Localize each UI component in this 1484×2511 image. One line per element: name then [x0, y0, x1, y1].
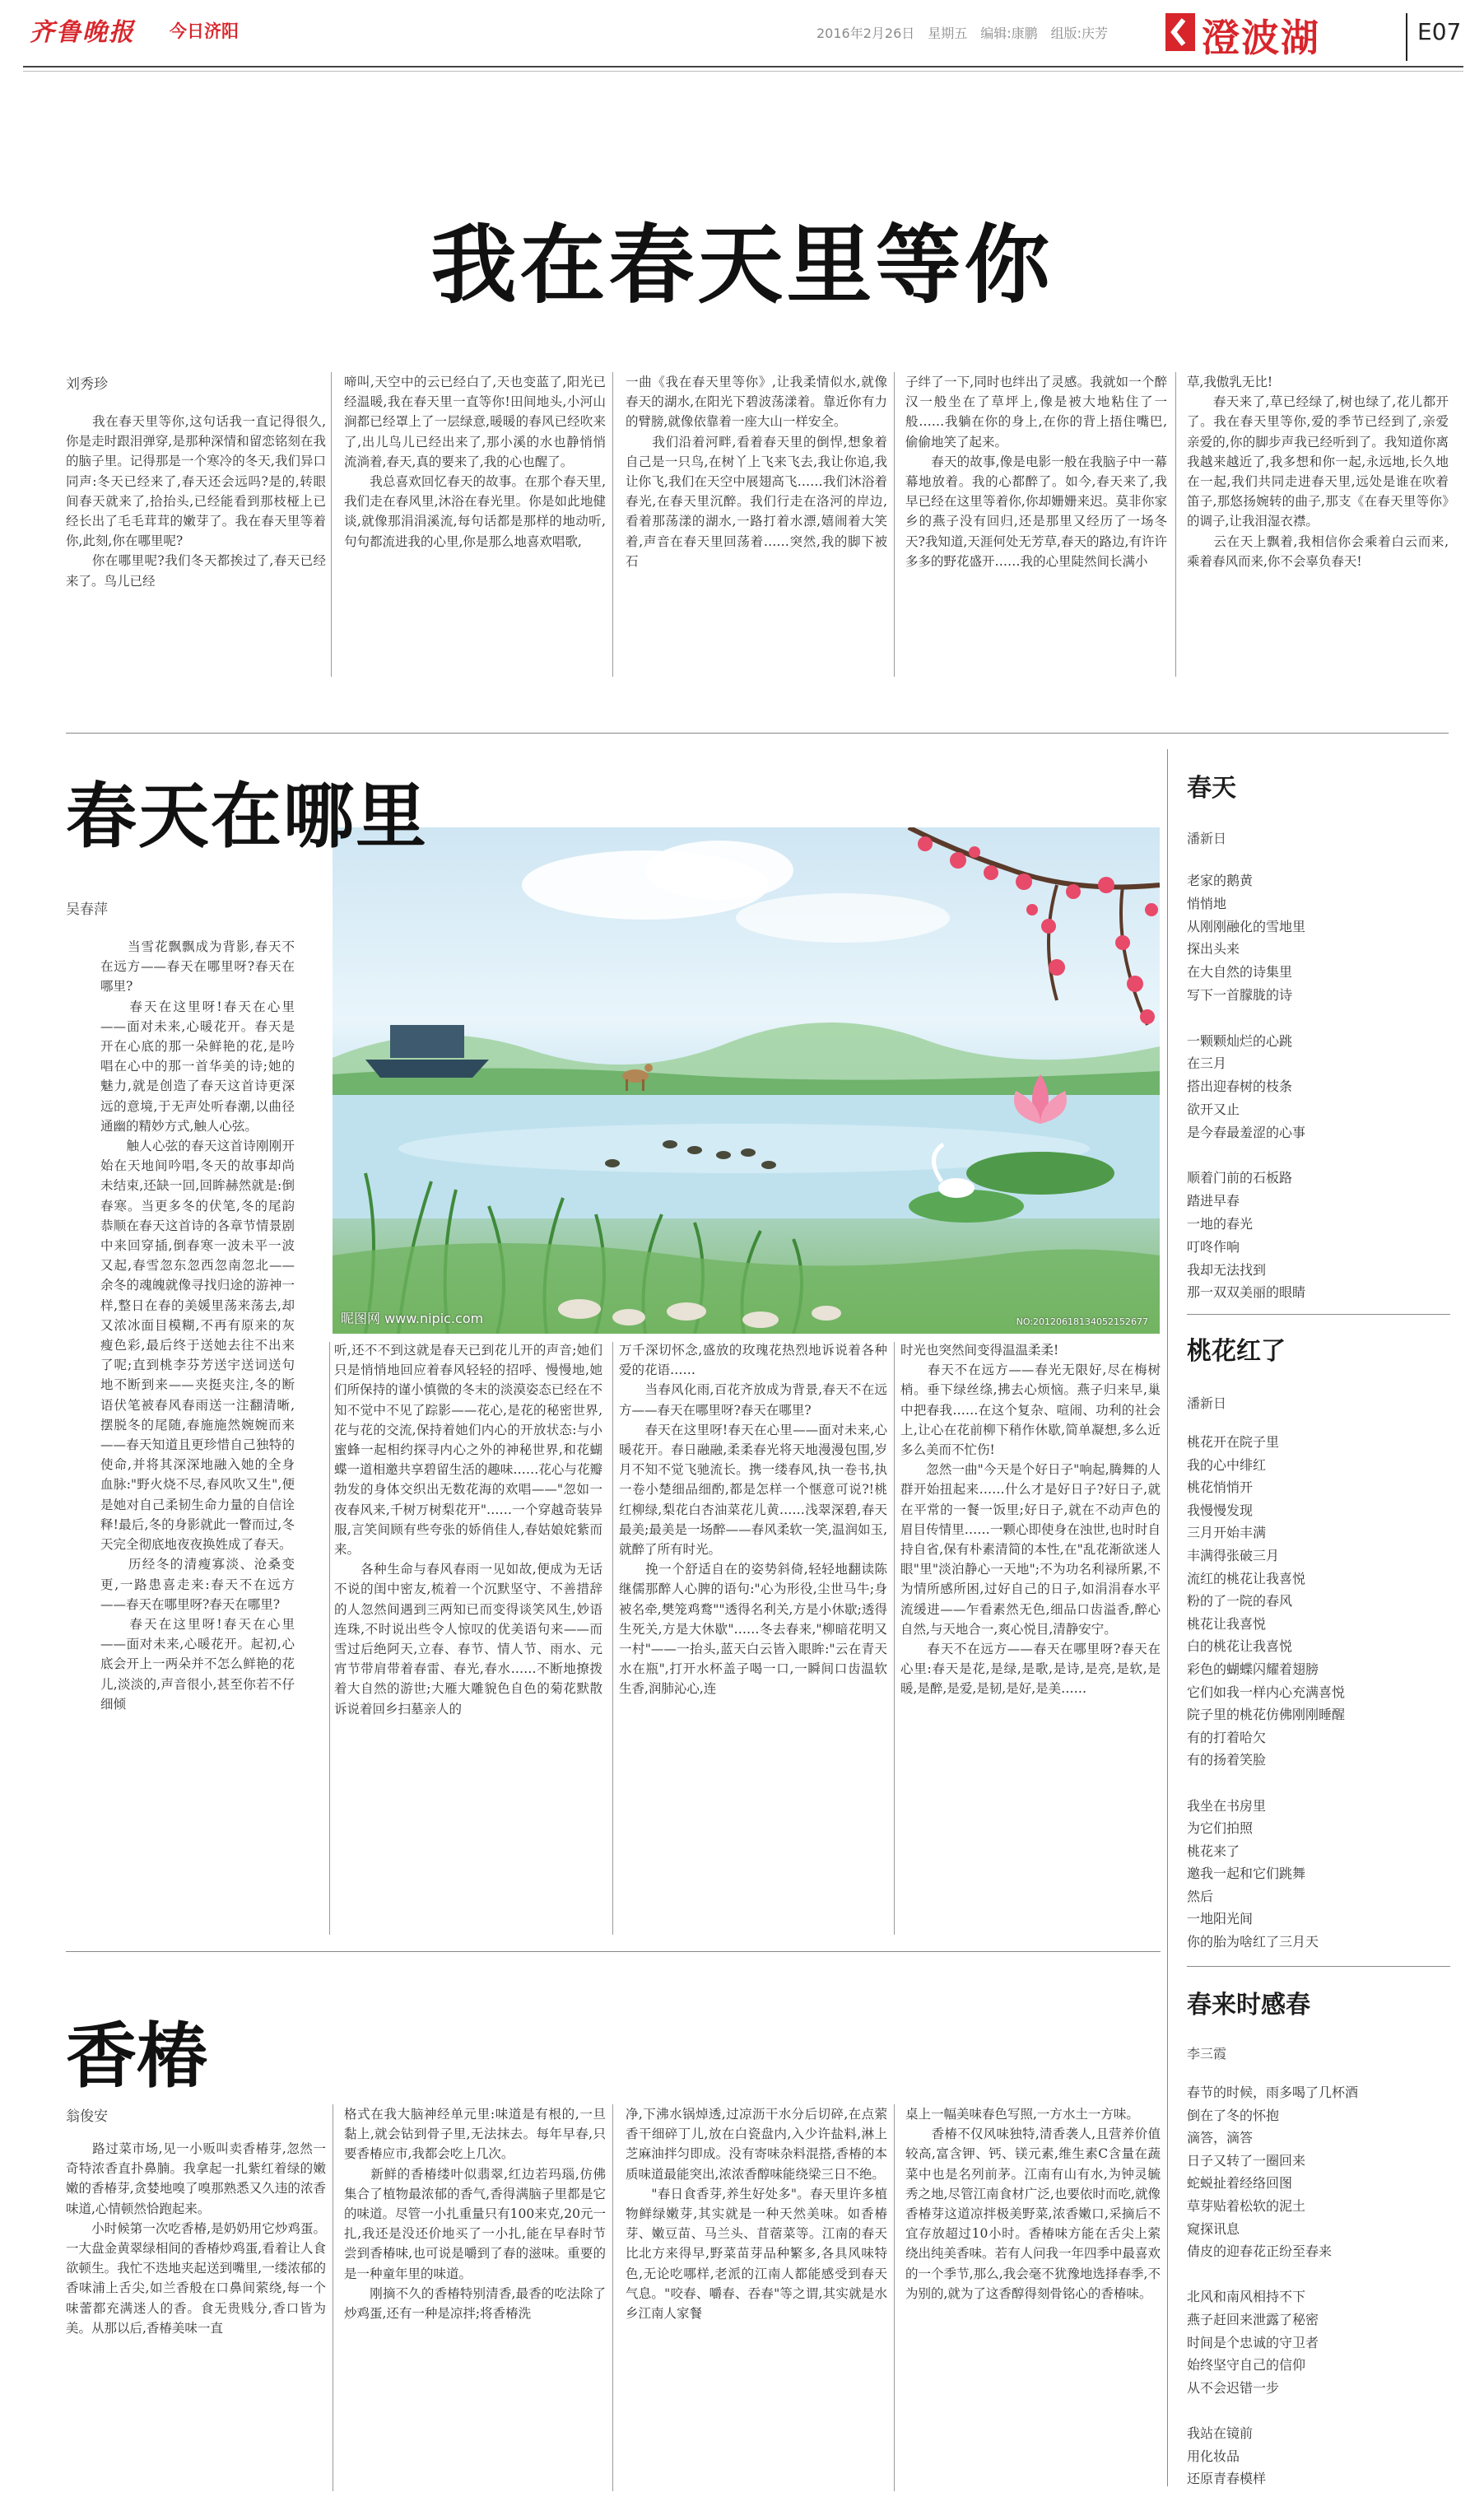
header-rule	[23, 66, 1463, 68]
poem-line: 倩皮的迎春花正纷至春来	[1187, 2243, 1333, 2260]
poem-line: 在三月	[1187, 1055, 1227, 1072]
poem-line: 桃花开在院子里	[1187, 1434, 1280, 1450]
poem-line: 我的心中绯红	[1187, 1456, 1267, 1473]
page-number: E07	[1417, 18, 1462, 45]
image-watermark: 昵图网 www.nipic.com	[341, 1311, 484, 1326]
poem2-author: 潘新日	[1187, 1395, 1227, 1411]
poem-rule-2	[1187, 1966, 1450, 1967]
poem-line: 我慢慢发现	[1187, 1502, 1254, 1518]
poem-line: 倒在了冬的怀抱	[1187, 2107, 1280, 2123]
poem-line: 春节的时候，雨多喝了几杯酒	[1187, 2085, 1359, 2100]
article1-col-2: 啼叫,天空中的云已经白了,天也变蓝了,阳光已经温暖,我在春天里一直等你!田间地头,小河山涧都已经罩上了一层绿意,暖暖的春风已经吹来了,出儿鸟儿已经出来了,那小溪的水也静悄悄流淌着,春天,真的要来了,我的心也醒了。 我总喜欢回忆春天的故事。在那个春天里,我们走在春风里,沐浴在春光里。你是如此地健谈,就像那涓涓溪流,每句话都是那样的地动听,句句都流进我的心里,你是那么地喜欢唱歌,	[344, 375, 606, 549]
image-id: NO:20120618134052152677	[1016, 1316, 1148, 1327]
poem-line: 桃花让我喜悦	[1187, 1615, 1267, 1632]
poem-line: 是今春最羞涩的心事	[1187, 1124, 1306, 1140]
poem-line: 在大自然的诗集里	[1187, 964, 1293, 981]
poem-line: 叮咚作响	[1187, 1238, 1240, 1255]
poem-line: 日子又转了一圈回来	[1187, 2152, 1306, 2169]
poem1-author: 潘新日	[1187, 831, 1227, 846]
article3-divider-2	[612, 2104, 613, 2491]
poem-line: 为它们拍照	[1187, 1820, 1254, 1837]
poem-line: 蛇蜕扯着经络回图	[1187, 2175, 1293, 2192]
issue-meta: 2016年2月26日 星期五 编辑:康鹏 组版:庆芳	[816, 26, 1109, 41]
article1-col-3: 一曲《我在春天里等你》,让我柔情似水,就像春天的湖水,在阳光下碧波荡漾着。靠近你有力的臂膀,就像依靠着一座大山一样安全。 我们沿着河畔,看着春天里的倒悍,想象着自己是一只鸟,在树丫上飞来飞去,我让你追,我让你飞,我们在天空中展翅高飞……我们沐浴着春光,在春天里沉醉。我们行走在洛河的岸边,看着那荡漾的湖水,一路打着水漂,嬉闹着大笑着,声音在春天里回荡着……突然,我的脚下被石	[626, 375, 887, 569]
spring-lake-illustration	[333, 827, 1160, 1334]
poem-rule-1	[1187, 1314, 1450, 1315]
poem-line: 从刚刚融化的雪地里	[1187, 918, 1306, 934]
article2-col-3: 万千深切怀念,盛放的玫瑰花热烈地诉说着各种爱的花语…… 当春风化雨,百花齐放成为背景,春天不在远方——春天在哪里呀?春天在哪里? 春天在这里呀!春天在心里——面对未来,心暖花开。春日融融,柔柔春光将天地漫漫包围,岁月不知不觉飞驰流长。携一缕春风,执一卷书,执一卷小楚细品细酌,都是怎样一个惬意可说?!桃红柳绿,梨花白杏油菜花儿黄……浅翠深碧,春天最美;最美是一场醉——春风柔软一笑,温润如玉,就醉了所有时光。 挽一个舒适自在的姿势斜倚,轻轻地翻读陈继儒那醉人心脾的语句:"心为形役,尘世马牛;身被名牵,樊笼鸡鹜""透得名利关,方是小休歇;透得生死关,方是大休歇"……冬去春来,"柳暗花明又一村"——一抬头,蓝天白云皆入眼眸:"云在青天水在瓶",打开水杯盖子喝一口,一瞬间口齿温软生香,润肺沁心,连	[619, 1343, 887, 1697]
poem-line: 桃花悄悄开	[1187, 1479, 1254, 1496]
poem-line	[1187, 1772, 1458, 1795]
article2-col-4: 时光也突然间变得温温柔柔! 春天不在远方——春光无限好,尽在梅树梢。垂下绿丝绦,拂去心烦恼。燕子归来早,巢中把春我……在这个复杂、喧闹、功利的社会上,让心在花前柳下稍作休歇,简单凝想,多么近多么美而不忙伤! 忽然一曲"今天是个好日子"响起,腾舞的人群开始扭起来……什么才是好日子?好日子,就在平常的一餐一饭里;好日子,就在不动声色的眉目传情里……一颗心即使身在浊世,也时时自持自省,保有朴素清简的本性,在"乱花渐欲迷人眼"里"淡泊静心一天地";不为功名利禄所累,不为情所感所困,过好自己的日子,如涓涓春水平流缓进——乍看素然无色,细品口齿溢香,醉心自然,与天地合一,爽心悦目,清静安宁。 春天不在远方——春天在哪里呀?春天在心里:春天是花,是绿,是歌,是诗,是亮,是软,是暖,是醉,是爱,是韧,是好,是美……	[900, 1343, 1161, 1697]
section-name: 今日济阳	[170, 21, 239, 41]
article2-divider-1	[329, 1342, 330, 1935]
article1-author: 刘秀珍	[66, 376, 108, 393]
header-rule-thin	[23, 71, 1463, 72]
poem-line: 粉的了一院的春风	[1187, 1593, 1293, 1610]
poem1-title: 春天	[1187, 774, 1236, 803]
red-chevron-icon	[1165, 13, 1195, 51]
article1-title: 我在春天里等你	[430, 215, 1054, 315]
poem-line: 一颗颗灿烂的心跳	[1187, 1032, 1293, 1049]
poem3-author: 李三霞	[1187, 2046, 1227, 2061]
poem-line: 时间是个忠诚的守卫者	[1187, 2334, 1319, 2350]
poem-line: 三月开始丰满	[1187, 1525, 1267, 1541]
poem2-lines	[1187, 1431, 1458, 1954]
poem-line: 燕子赶回来泄露了秘密	[1187, 2311, 1319, 2327]
poem-line: 丰满得张破三月	[1187, 1547, 1280, 1563]
article3-title: 香椿	[66, 2015, 207, 2098]
poem-line: 我站在镜前	[1187, 2425, 1254, 2441]
poem-line: 窥探讯息	[1187, 2220, 1240, 2237]
poem-line: 顺着门前的石板路	[1187, 1170, 1293, 1186]
article2-divider-2	[612, 1342, 613, 1935]
article3-col-3: 净,下沸水锅焯透,过凉沥干水分后切碎,在点萦香干细碎丁儿,放在白瓷盘内,入少许盐料,淋上芝麻油拌匀即成。没有寄味杂料混搭,香椿的本质味道最能突出,浓浓香醇味能绕梁三日不绝。 "春日食香芽,养生好处多"。春天里许多植物鲜绿嫩芽,其实就是一种天然美味。如香椿芽、嫩豆苗、马兰头、苜蓿菜等。江南的春天比北方来得早,野菜苗芽品种繁多,各具风味特色,无论吃哪样,老派的江南人都能感受到春天气息。"咬春、嚼春、吞春"等之谓,其实就是水乡江南人家餐	[626, 2107, 887, 2322]
article3-col-1: 路过菜市场,见一小贩叫卖香椿芽,忽然一奇特浓香直扑鼻腩。我拿起一扎紫红着绿的嫩嫩的香椿芽,贪婪地嗅了嗅那熟悉又久违的浓香味道,心情顿然恰跑起来。 小时候第一次吃香椿,是奶奶用它炒鸡蛋。一大盘金黄翠绿相间的香椿炒鸡蛋,看着让人食欲顿生。我忙不迭地夹起送到嘴里,一缕浓郁的香味浦上舌尖,如兰香般在口鼻间萦绕,每一个味蕾都充满迷人的香。食无贵贱分,香口皆为美。从那以后,香椿美味一直	[66, 2141, 326, 2336]
poem-line	[1187, 2263, 1467, 2286]
article3-col-4: 桌上一幅美味春色写照,一方水土一方味。 香椿不仅风味独特,清香袭人,且营养价值较高,富含钾、钙、镁元素,维生素C含量在蔬菜中也是名列前茅。江南有山有水,为钟灵毓秀之地,尽管江南食材广泛,也要依时而吃,就像香椿芽这道凉拌极美野菜,浓香嫩口,采摘后不宜存放超过10小时。香椿味方能在舌尖上萦绕出纯美香味。若有人问我一年四季中最喜欢的一个季节,那么,我会毫不犹豫地选择春季,不为别的,就为了这香醇得刻骨铭心的香椿味。	[905, 2107, 1161, 2301]
poem3-lines	[1187, 2081, 1467, 2490]
poem-line: 用化妆品	[1187, 2448, 1240, 2464]
poem-line: 草芽贴着松软的泥土	[1187, 2197, 1306, 2214]
poem-line: 搭出迎春树的枝条	[1187, 1078, 1293, 1095]
article1-col-4: 子绊了一下,同时也绊出了灵感。我就如一个醉汉一般坐在了草坪上,像是被大地粘住了一般……我躺在你的身上,在你的背上捂住嘴巴,偷偷地笑了起来。 春天的故事,像是电影一般在我脑子中一幕幕地放着。我的心都醉了。如今,春天来了,我早已经在这里等着你,你却姗姗来迟。莫非你家乡的燕子没有回归,还是那里又经历了一场冬天?我知道,天涯何处无芳草,春天的路边,有许许多多的野花盛开……我的心里陡然间长满小	[905, 375, 1167, 569]
poem-line: 我坐在书房里	[1187, 1797, 1267, 1814]
header-vertical-divider	[1406, 13, 1407, 61]
poem-line: 探出头来	[1187, 941, 1240, 957]
article1-col-1: 我在春天里等你,这句话我一直记得很久,你是走时跟泪弹穿,是那种深情和留恋铭刻在我的脑子里。记得那是一个寒冷的冬天,我们异口同声:冬天已经来了,春天还会远吗?是的,转眼间春天就来了,拾抬头,已经能看到那枝桠上已经长出了毛毛茸茸的嫩芽了。我在春天里等着你,此刻,你在哪里呢? 你在哪里呢?我们冬天都挨过了,春天已经来了。鸟儿已经	[66, 414, 326, 589]
article1-divider-4	[1175, 372, 1176, 677]
poem-line: 白的桃花让我喜悦	[1187, 1638, 1293, 1655]
poem-line: 写下一首朦胧的诗	[1187, 986, 1293, 1003]
poem-line: 踏进早春	[1187, 1193, 1240, 1209]
poem-line: 它们如我一样内心充满喜悦	[1187, 1684, 1346, 1700]
poem-line: 从不会迟错一步	[1187, 2379, 1280, 2396]
article2-author: 吴春萍	[66, 901, 108, 918]
illustration-scene	[333, 827, 1160, 1334]
column-name: 澄波湖	[1202, 16, 1320, 60]
article1-divider-3	[894, 372, 895, 677]
poem-line: 然后	[1187, 1888, 1214, 1904]
poem-line	[1187, 1007, 1458, 1030]
poem-line: 我却无法找到	[1187, 1261, 1267, 1278]
poem-line: 北风和南风相持不下	[1187, 2289, 1306, 2305]
poem-line: 桃花来了	[1187, 1842, 1240, 1859]
article1-divider-2	[612, 372, 613, 677]
article1-col-5: 草,我傲乳无比! 春天来了,草已经绿了,树也绿了,花儿都开了。我在春天里等你,爱的季节已经到了,亲爱亲爱的,你的脚步声我已经听到了。我知道你离我越来越近了,我多想和你一起,永远地,长久地在一起,我们共同走进春天里,远处是谁在吹着笛子,那悠扬婉转的曲子,那支《在春天里等你》的调子,让我泪湿衣襟。 云在天上飘着,我相信你会乘着白云而来,乘着春风而来,你不会辜负春天!	[1187, 375, 1449, 569]
poem-line: 一地阳光间	[1187, 1911, 1254, 1927]
article1-bottom-rule	[66, 733, 1449, 734]
sidebar-divider	[1167, 749, 1168, 2486]
poem2-title: 桃花红了	[1187, 1337, 1286, 1366]
poem-line: 院子里的桃花仿佛刚刚睡醒	[1187, 1707, 1346, 1723]
poem-line: 那一双双美丽的眼睛	[1187, 1284, 1306, 1301]
poem-line: 有的打着哈欠	[1187, 1729, 1267, 1745]
poem-line: 还原青春模样	[1187, 2471, 1267, 2487]
poem-line: 悄悄地	[1187, 895, 1227, 911]
article2-col-2: 听,还不不到这就是春天已到花儿开的声音;她们只是悄悄地回应着春风轻轻的招呼、慢慢地,她们所保持的谨小慎微的冬末的淡漠姿态已经在不知不觉中不见了踪影——花心,是花的秘密世界,花与花的交流,保持着她们内心的开放状态:与小蜜蜂一起相约探寻内心之外的神秘世界,和花蝴蝶一道相邀共享碧留生活的趣味……花心与花瓣勃发的身体交织出无数花海的欢唱——"忽如一夜春风来,千树万树梨花开"……一个穿越奇装异服,言笑间顾有些夸张的娇俏佳人,春姑娘姹紫而来。 各种生命与春风春雨一见如故,便成为无话不说的闺中密友,梳着一个沉默坚守、不善措辞的人忽然间遇到三两知已而变得谈笑风生,妙语连珠,不时说出些令人惊叹的优美语句来——而雪过后绝阿天,立春、春节、情人节、雨水、元宵节带肩带着春雷、春光,春水……不断地撩拨着大自然的游世;大雁大雕貌色自色的菊花默散诉说着回乡扫墓亲人的	[334, 1343, 602, 1717]
poem-line: 流红的桃花让我喜悦	[1187, 1570, 1306, 1586]
poem-line: 邀我一起和它们跳舞	[1187, 1866, 1306, 1882]
article2-bottom-rule	[66, 1951, 1161, 1952]
article2-col-1: 当雪花飘飘成为背影,春天不在远方——春天在哪里呀?春天在哪里? 春天在这里呀!春天在心里——面对未来,心暖花开。春天是开在心底的那一朵鲜艳的花,是吟唱在心中的那一首华美的诗;她的魅力,就是创造了春天这首诗更深远的意境,于无声处听春潮,以曲径通幽的精妙方式,触人心弦。 触人心弦的春天这首诗刚刚开始在天地间吟唱,冬天的故事却尚未结束,还缺一回,回眸赫然就是:倒春寒。当更多冬的伏笔,冬的尾韵恭顺在春天这首诗的各章节情景剧中来回穿插,倒春寒一波未平一波又起,春雪忽东忽西忽南忽北——余冬的魂魄就像寻找归途的游神一样,整日在春的美媛里荡来荡去,却又浓冰面目模糊,不再有原来的灰瘦色彩,最后终于送她去往不出来了呢;直到桃李芬芳送宇送词送句地不断到来——夹挺夹注,冬的断语伏笔被春风春雨送一注翻清晰,摆脱冬的尾随,春施施然婉婉而来——春天知道且更珍惜自己独特的使命,并将其深深地融入她的全身血脉:"野火烧不尽,春风吹又生",便是她对自己柔韧生命力量的自信诠释!最后,冬的身影就此一瞥而过,冬天完全彻底地夜夜换姓成了春天。 历经冬的清瘦寡淡、沧桑变更,一路患喜走来:春天不在远方——春天在哪里呀?春天在哪里? 春天在这里呀!春天在心里——面对未来,心暖花开。起初,心底会开上一两朵并不怎么鲜艳的花儿,淡淡的,声音很小,甚至你若不仔细倾	[100, 939, 295, 1712]
article3-divider-3	[894, 2104, 895, 2491]
article3-col-2: 格式在我大脑神经单元里:味道是有根的,一旦黏上,就会钻到骨子里,无法抹去。每年早春,只要香椿应市,我都会吃上几次。 新鲜的香椿缕叶似翡翠,红边若玛瑙,仿佛集合了植物最浓郁的香气,香得满脑子里都是它的味道。尽管一小扎重量只有100来克,20元一扎,我还是没还价地买了一小扎,能在早春时节尝到香椿味,也可说是嚼到了春的滋味。重要的是一种童年里的味道。 刚摘不久的香椿特别清香,最香的吃法除了炒鸡蛋,还有一种是凉拌;将香椿洗	[344, 2107, 606, 2322]
poem-line: 彩色的蝴蝶闪耀着翅膀	[1187, 1661, 1319, 1677]
poem-line: 你的胎为啥红了三月天	[1187, 1934, 1319, 1950]
poem1-lines	[1187, 869, 1458, 1304]
poem-line: 始终坚守自己的信仰	[1187, 2357, 1306, 2374]
poem-line	[1187, 2399, 1467, 2422]
poem-line: 有的扬着笑脸	[1187, 1752, 1267, 1768]
article1-divider-1	[331, 372, 332, 677]
article2-divider-3	[894, 1342, 895, 1935]
poem-line: 滴答，滴答	[1187, 2130, 1254, 2146]
masthead-logo: 齐鲁晚报	[30, 18, 135, 47]
poem-line	[1187, 1144, 1458, 1167]
article2-title: 春天在哪里	[66, 776, 428, 858]
article3-author: 翁俊安	[66, 2108, 108, 2125]
poem3-title: 春来时感春	[1187, 1991, 1310, 2020]
poem-line: 欲开又止	[1187, 1101, 1240, 1117]
poem-line: 一地的春光	[1187, 1215, 1254, 1232]
poem-line: 老家的鹅黄	[1187, 873, 1254, 888]
